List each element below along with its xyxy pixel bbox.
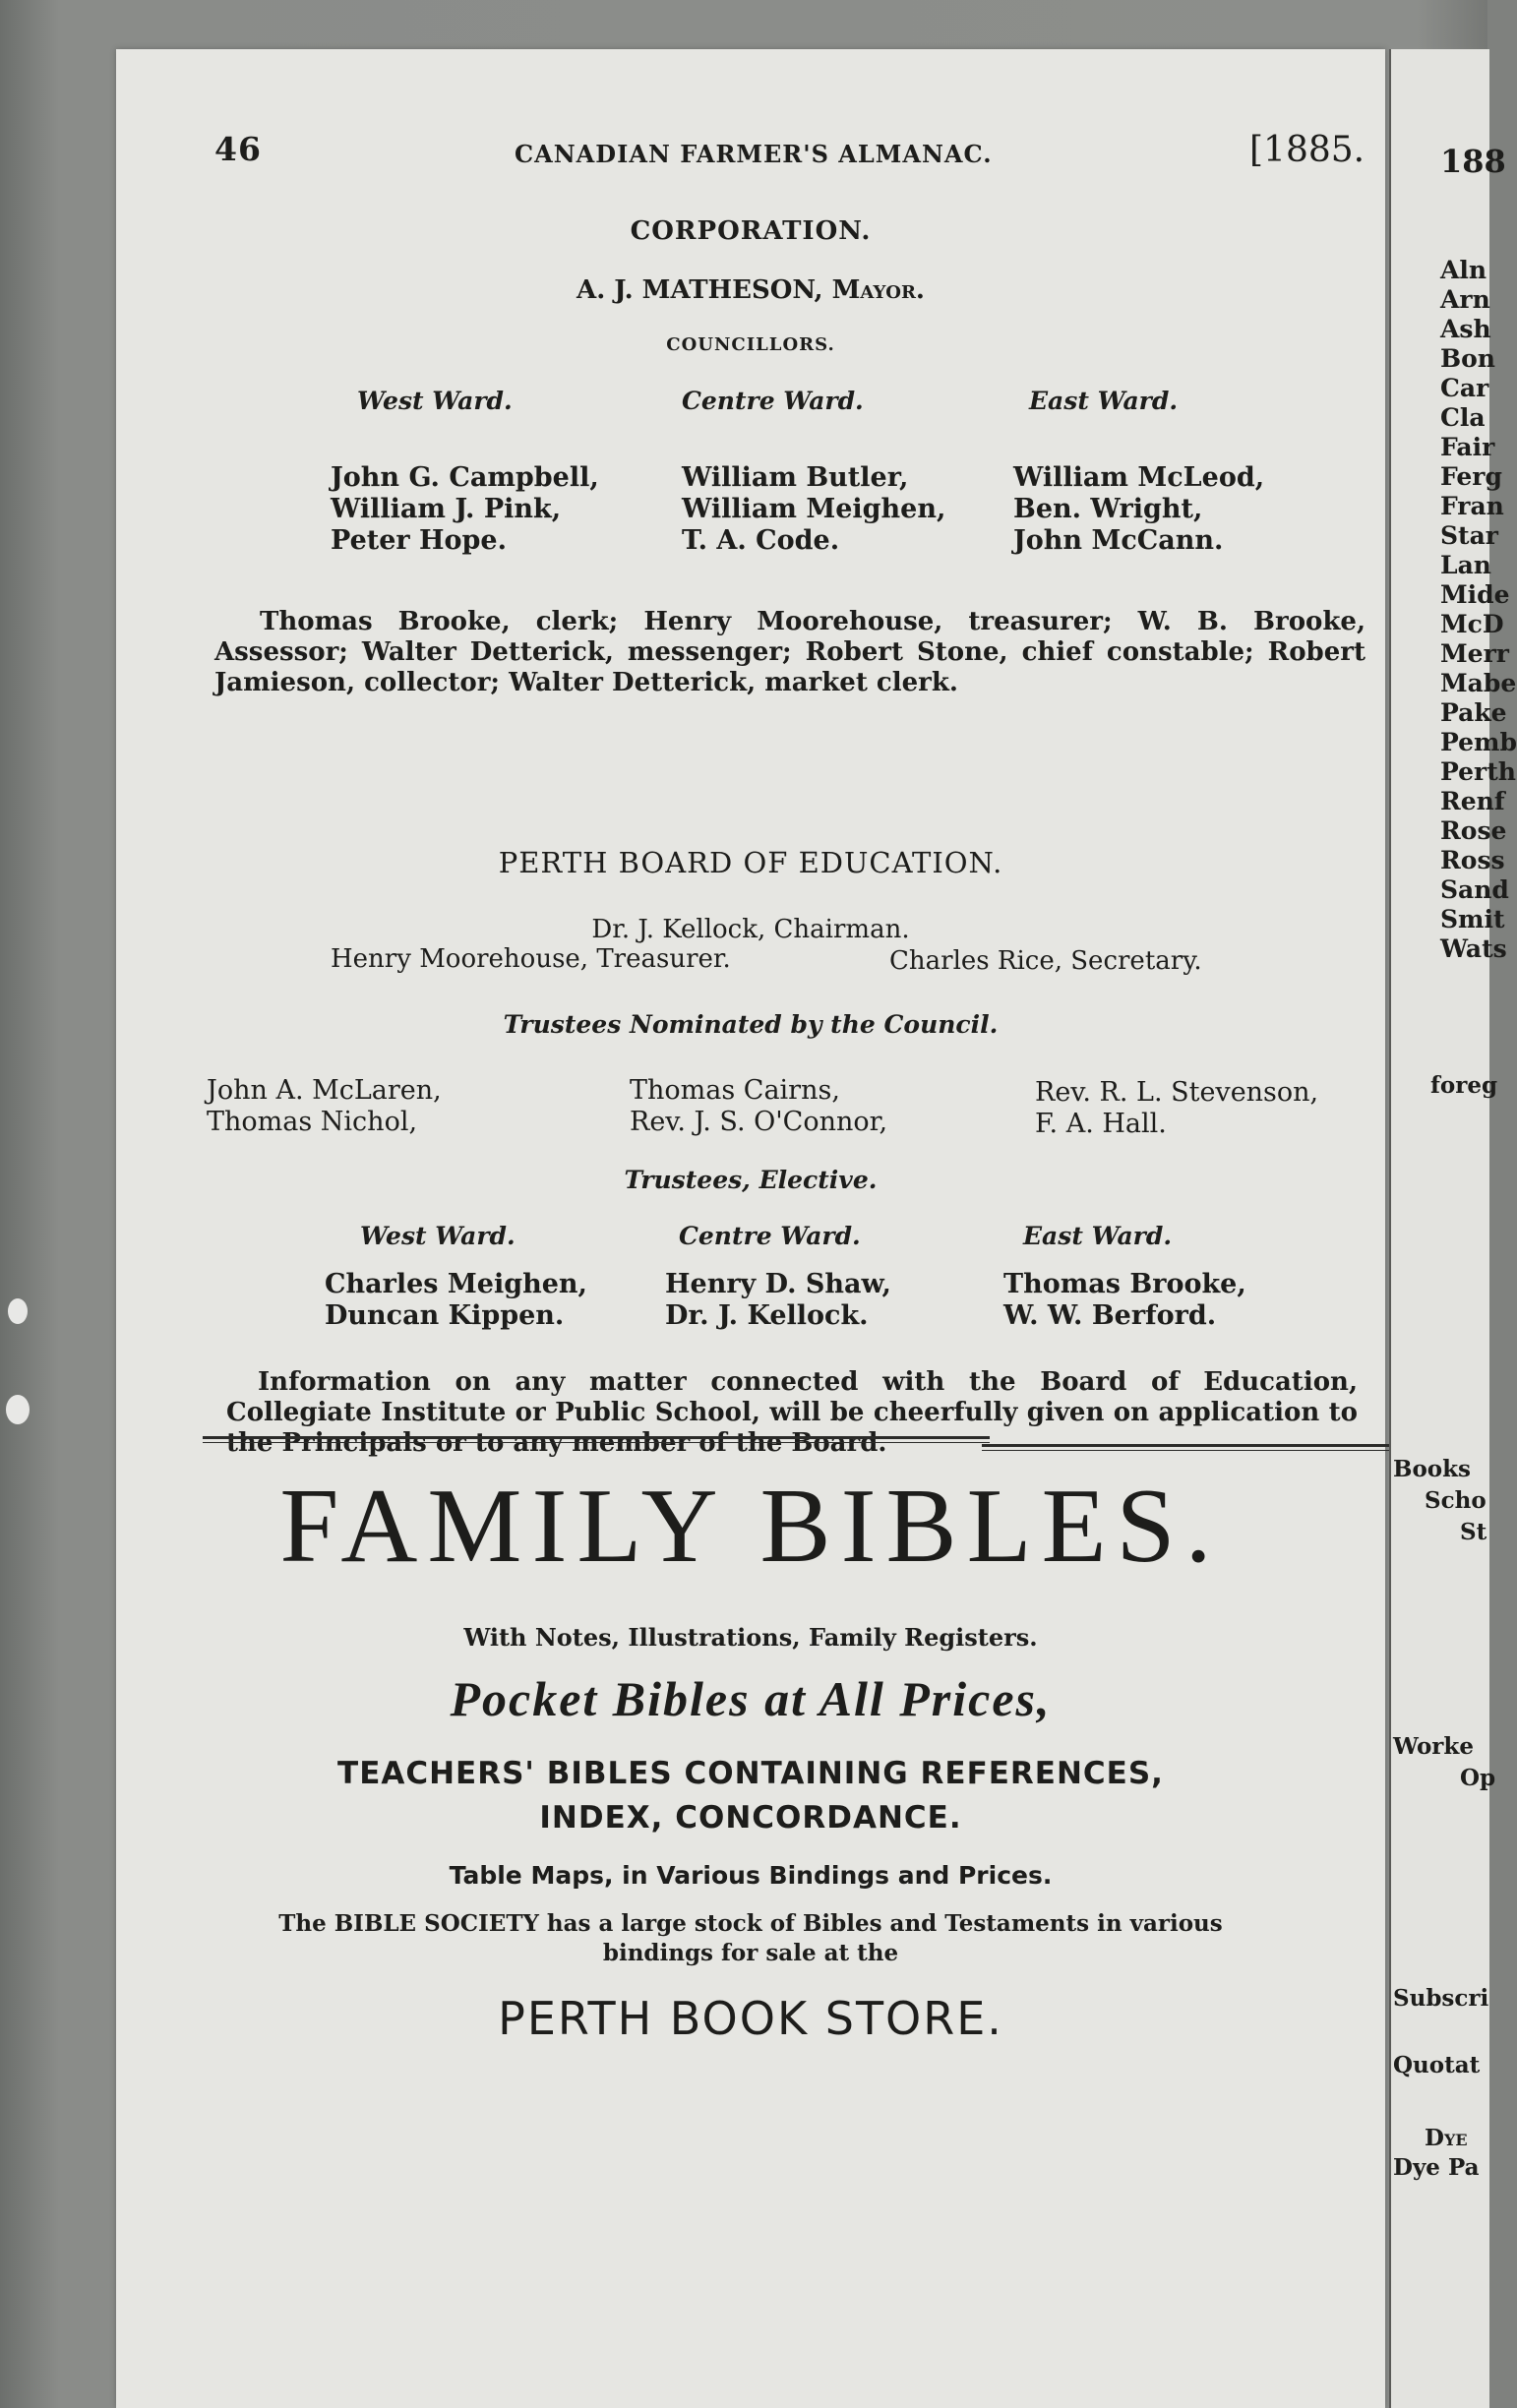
side-page-list [1440,256,1517,964]
nominated-column-1 [207,1075,442,1138]
elective-ward-centre: Centre Ward. [679,1222,861,1250]
side-subscri: Subscri [1393,1985,1489,2012]
trustee: Duncan Kippen. [325,1300,565,1331]
side-foreg: foreg [1430,1072,1498,1099]
councillor: John McCann. [1013,525,1224,556]
bible-society-line-2: bindings for sale at the [602,1940,899,1966]
side-line: Mabe [1440,669,1517,697]
trustee: W. W. Berford. [1003,1300,1217,1331]
divider-rule-left [203,1436,990,1439]
scan-blemish [8,1298,28,1324]
ward-heading-east: East Ward. [1029,387,1179,415]
west-ward-councillors [331,462,599,557]
page-number: 46 [214,130,262,168]
side-line: Cla [1440,403,1486,432]
teachers-bibles-line-2: INDEX, CONCORDANCE. [539,1800,962,1836]
adjacent-page-edge [1389,49,1517,2408]
side-quotat: Quotat [1393,2052,1481,2078]
trustee: Rev. R. L. Stevenson, [1035,1077,1319,1108]
year: [1885. [1249,130,1365,170]
side-st: St [1460,1519,1487,1545]
side-line: Car [1440,374,1489,402]
perth-book-store: PERTH BOOK STORE. [498,1992,1003,2045]
trustee: Thomas Brooke, [1003,1269,1246,1299]
side-line: Bon [1440,344,1495,373]
side-line: Fran [1440,492,1504,520]
side-line: Ash [1440,315,1491,343]
side-line: Ferg [1440,462,1502,491]
side-dye-pa: Dye Pa [1393,2154,1480,2181]
nominated-column-2 [630,1075,887,1138]
side-line: Sand [1440,875,1509,904]
divider-rule-left-thin [203,1442,990,1443]
bible-society-line-1: The BIBLE SOCIETY has a large stock of Bibles and Testaments in various [278,1910,1223,1937]
family-bibles-subline: With Notes, Illustrations, Family Registers. [463,1623,1038,1652]
side-line: Lan [1440,551,1491,579]
board-treasurer: Henry Moorehouse, Treasurer. [331,944,731,974]
divider-rule-right [982,1444,1439,1447]
side-line: Arn [1440,285,1490,314]
side-line: Renf [1440,787,1505,815]
side-line: Aln [1440,256,1487,284]
councillor: John G. Campbell, [331,462,599,493]
east-ward-councillors [1013,462,1264,557]
running-title: CANADIAN FARMER'S ALMANAC. [515,140,993,168]
councillor: Ben. Wright, [1013,494,1203,524]
elective-ward-east: East Ward. [1023,1222,1173,1250]
side-line: Ross [1440,846,1505,874]
side-line: Merr [1440,639,1509,668]
side-line: Pemb [1440,728,1517,756]
councillor: Peter Hope. [331,525,508,556]
councillor: T. A. Code. [682,525,840,556]
trustee: Thomas Cairns, [630,1075,840,1106]
corporation-title: CORPORATION. [630,216,872,246]
side-scho: Scho [1425,1487,1487,1514]
pocket-bibles-line: Pocket Bibles at All Prices, [450,1671,1052,1726]
side-line: Star [1440,521,1498,550]
nominated-label: Trustees Nominated by the Council. [503,1010,999,1039]
almanac-page [116,49,1385,2408]
councillors-label: COUNCILLORS. [666,334,835,355]
family-bibles-headline: FAMILY BIBLES. [279,1468,1222,1585]
councillor: William Meighen, [682,494,946,524]
mayor-line [116,275,1385,305]
councillor: William J. Pink, [331,494,562,524]
divider-rule-right-thin [982,1450,1439,1451]
mayor-name: A. J. MATHESON, [576,275,823,305]
side-line: McD [1440,610,1504,638]
side-line: Wats [1440,934,1507,963]
side-line: Rose [1440,816,1507,845]
table-maps-line: Table Maps, in Various Bindings and Prices. [449,1861,1053,1890]
councillor: William Butler, [682,462,909,493]
mayor-title: Mayor. [831,275,925,305]
side-page-number: 188 [1440,143,1506,180]
nominated-column-3 [1035,1077,1318,1140]
trustee: F. A. Hall. [1035,1109,1167,1139]
ward-heading-west: West Ward. [357,387,513,415]
trustee: Charles Meighen, [325,1269,587,1299]
ward-heading-centre: Centre Ward. [682,387,864,415]
trustee: Thomas Nichol, [207,1107,418,1137]
board-secretary: Charles Rice, Secretary. [889,946,1202,976]
side-worke: Worke [1393,1733,1474,1760]
trustee: Henry D. Shaw, [665,1269,891,1299]
elective-east-members [1003,1269,1246,1332]
side-line: Fair [1440,433,1495,461]
side-line: Mide [1440,580,1510,609]
side-line: Smit [1440,905,1505,933]
councillor: William McLeod, [1013,462,1265,493]
corporation-officers: Thomas Brooke, clerk; Henry Moorehouse, treasurer; W. B. Brooke, Assessor; Walter Detterick, messenger; Robert Stone, chief constable; Robert Jamieson, collector; Walter Detterick, market clerk. [214,607,1365,697]
board-chairman: Dr. J. Kellock, Chairman. [591,915,910,944]
elective-ward-west: West Ward. [360,1222,516,1250]
centre-ward-councillors [682,462,945,557]
board-information: Information on any matter connected with the Board of Education, Collegiate Institute or Public School, will be cheerfully given on application to the Principals or to any member of the Board. [226,1367,1358,1458]
trustee: Dr. J. Kellock. [665,1300,869,1331]
side-line: Pake [1440,698,1507,727]
teachers-bibles-line-1: TEACHERS' BIBLES CONTAINING REFERENCES, [337,1756,1164,1791]
trustee: Rev. J. S. O'Connor, [630,1107,888,1137]
board-title: PERTH BOARD OF EDUCATION. [498,846,1003,879]
side-op: Op [1460,1765,1496,1791]
trustee: John A. McLaren, [207,1075,442,1106]
side-dye: Dye [1425,2125,1468,2151]
scan-blemish [6,1395,30,1424]
elective-label: Trustees, Elective. [624,1166,878,1194]
side-line: Perth [1440,757,1516,786]
elective-west-members [325,1269,587,1332]
elective-centre-members [665,1269,891,1332]
side-books: Books [1393,1456,1472,1482]
